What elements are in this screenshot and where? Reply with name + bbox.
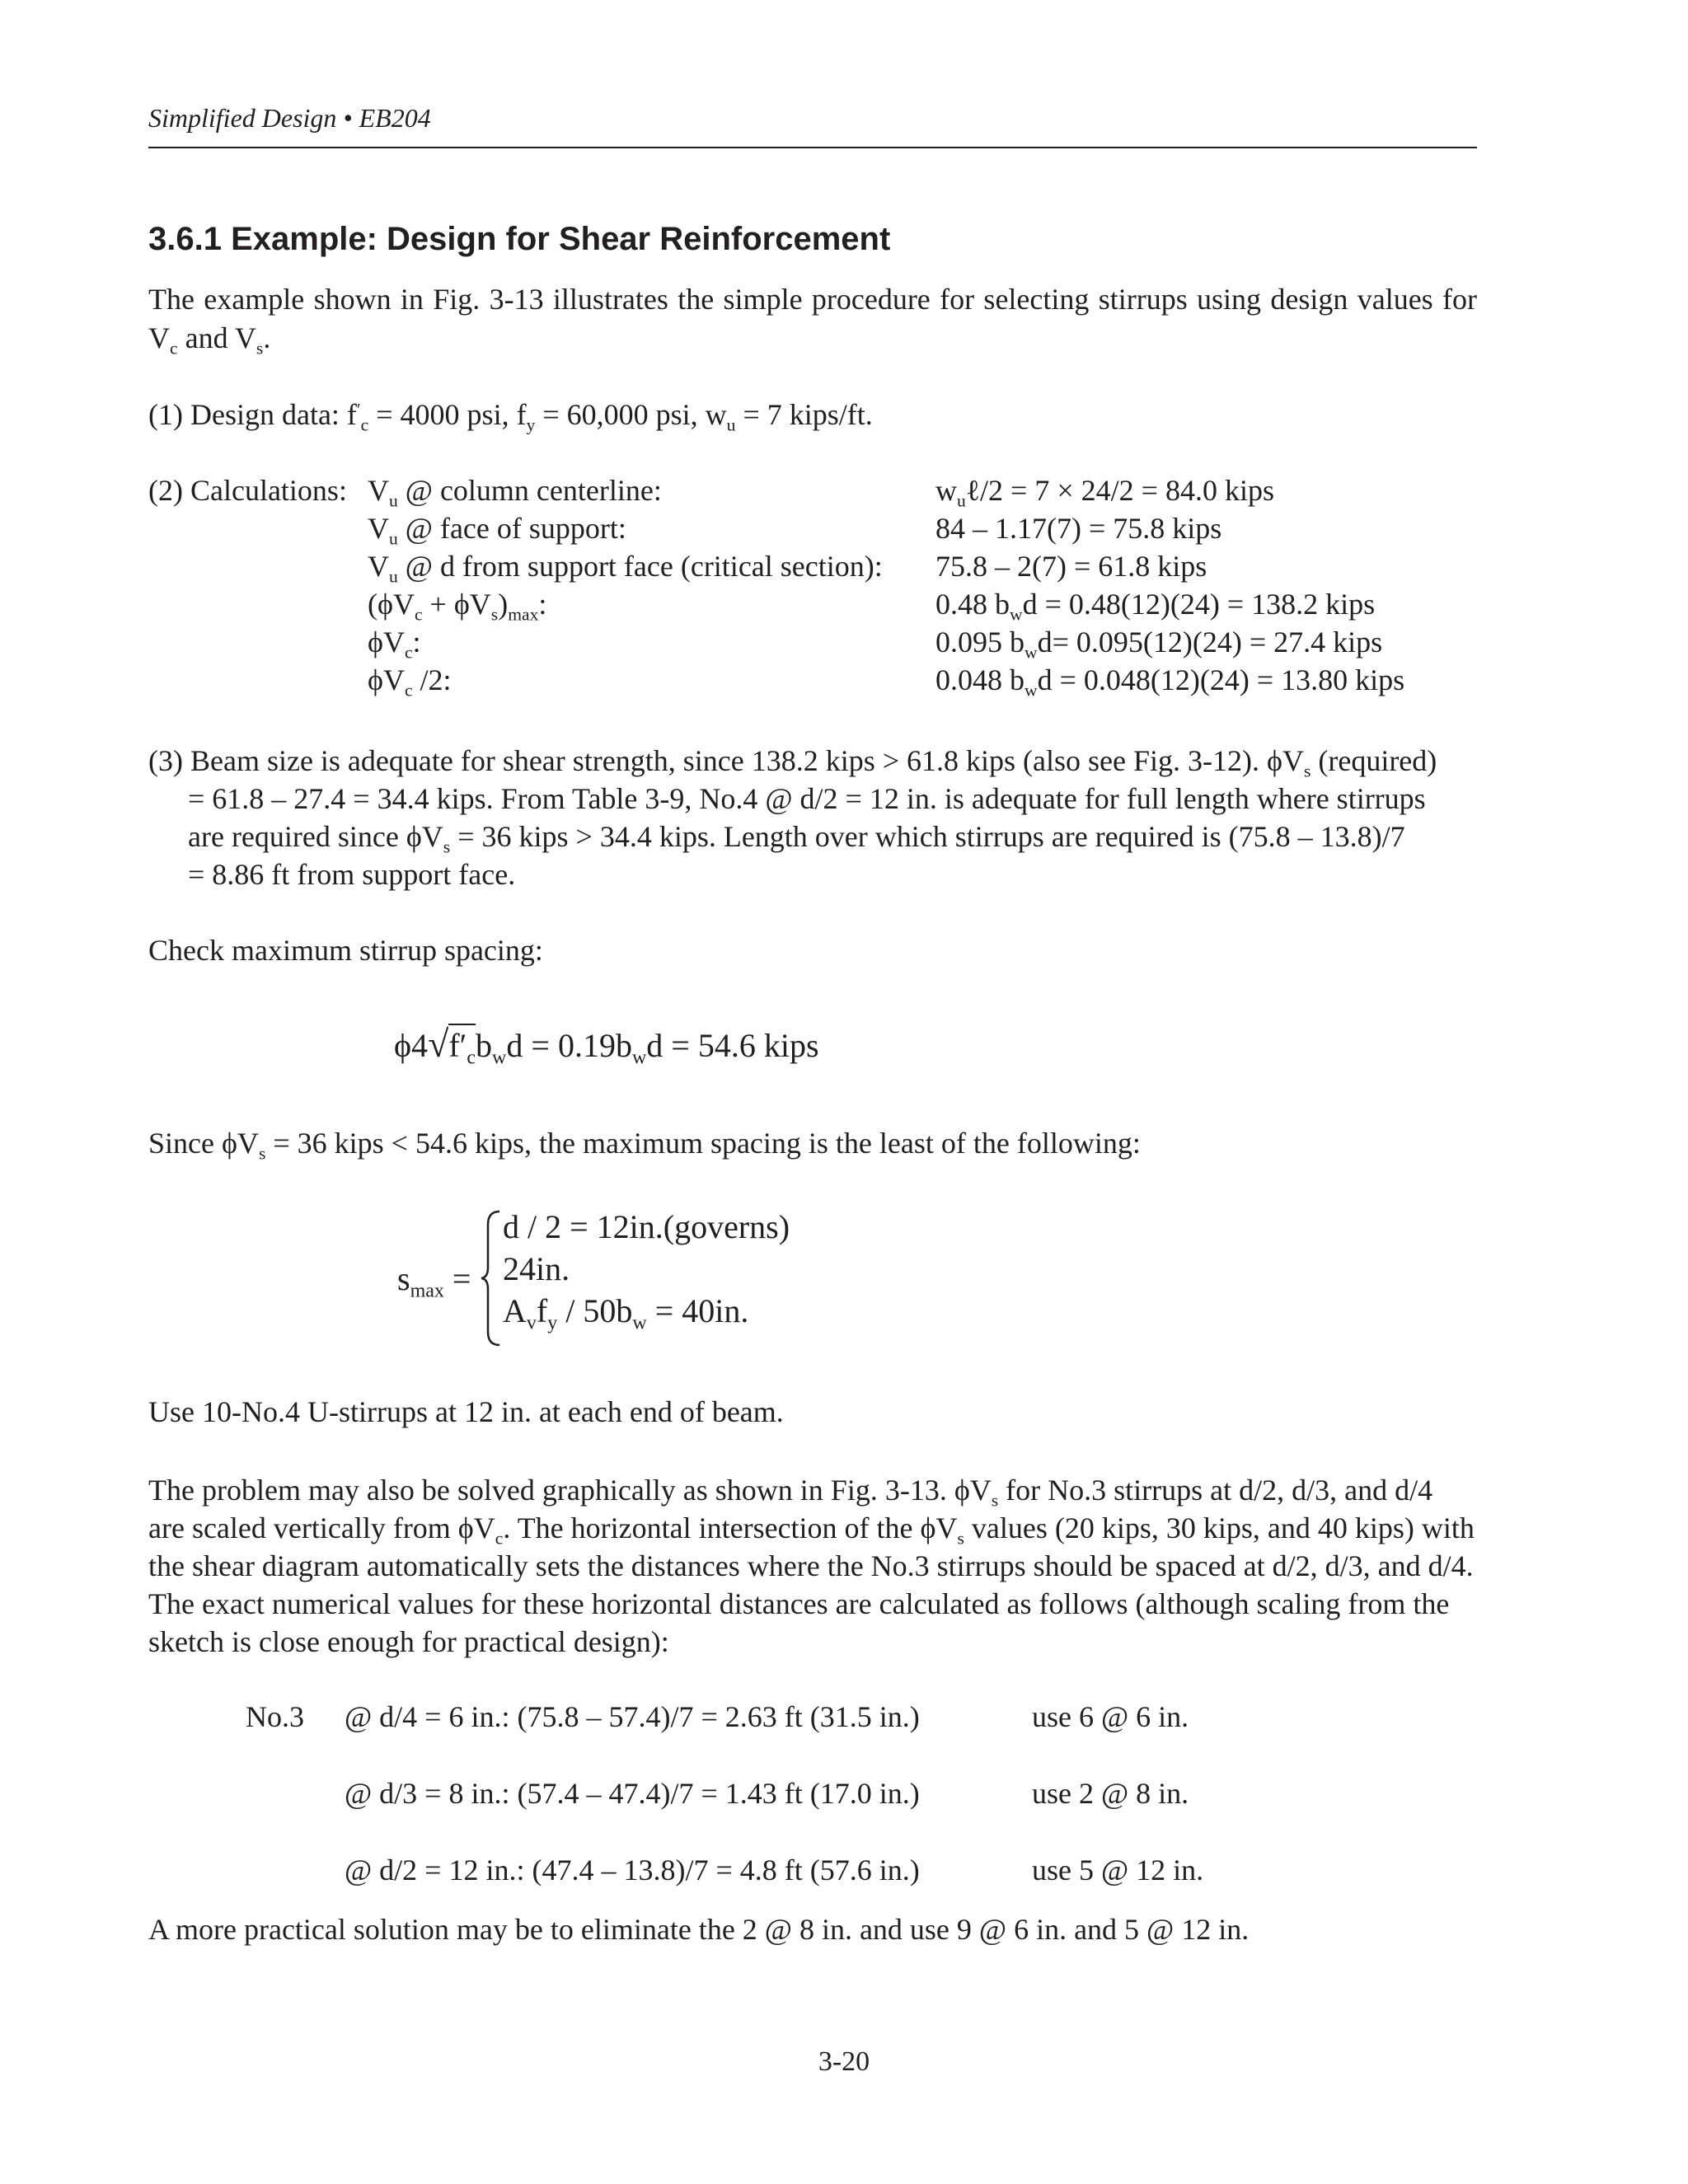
spacing-row-use: use 5 @ 12 in. [1032,1854,1204,1886]
since-line: Since $\phi V_s = 36$ kips < 54.6 kips, the maximum spacing is the least of the following: [148,1127,1141,1164]
check-spacing-text: Check maximum stirrup spacing: [148,934,543,967]
calc-row-value: 75.8 – 2(7) = 61.8 kips [935,550,1207,583]
intro-paragraph: The example shown in Fig. 3-13 illustrates the simple procedure for selecting stirrups using design values for $V_c$ and $V_s$. [148,283,1477,359]
step3-line2: = 61.8 – 27.4 = 34.4 kips. From Table 3-9, No.4 @ d/2 = 12 in. is adequate for full length where stirrups [188,782,1426,815]
calc-row-value: 0.095 $b_wd= 0.095(12)(24) = 27.4$ kips [935,626,1383,663]
header-rule [148,147,1477,148]
spacing-row-use: use 6 @ 6 in. [1032,1700,1189,1733]
calc-row-desc: $V_u$ @ face of support: [368,512,626,549]
smax-line-1: d / 2 = 12in.(governs) [503,1208,790,1245]
calc-row-value: 0.048 $b_wd = 0.048(12)(24) = 13.80$ kips [935,663,1405,701]
step3-line3: are required since $\phi V_s = 36$ kips > 34.4 kips. Length over which stirrups are required is (75.8 – 13.8)/7 [188,820,1405,857]
calc-row-desc: $V_u$ @ d from support face (critical section): [368,550,883,587]
calc-row-value: $w_u\ell/2 = 7 \times 24/2 = 84.0$ kips [935,474,1274,511]
graphical-line-3: the shear diagram automatically sets the distances where the No.3 stirrups should be spaced at d/2, d/3, and d/4. [148,1549,1474,1582]
step3-line1: (3) Beam size is adequate for shear strength, since 138.2 kips > 61.8 kips (also see Fig. 3-12). $\phi V_s$ (required) [148,744,1437,781]
max-spacing-equation: $\phi 4√f'_cb_wd = 0.19b_wd = 54.6$ kips [394,1023,819,1069]
smax-line-2: 24in. [503,1250,570,1287]
calculations-label: (2) Calculations: [148,474,347,507]
spacing-row-calc: @ d/2 = 12 in.: (47.4 – 13.8)/7 = 4.8 ft (57.6 in.) [345,1854,920,1886]
calc-row-desc: $\phi V_c$ /2: [368,663,452,701]
graphical-line-2: are scaled vertically from $\phi V_c$. The horizontal intersection of the $\phi V_s$ values (20 kips, 30 kips, and 40 kips) with [148,1511,1475,1549]
radical-sign: √ [428,1023,449,1065]
page-number: 3-20 [818,2046,870,2077]
graphical-line-5: sketch is close enough for practical design): [148,1625,669,1658]
smax-label: $s_{max}$ = [397,1260,471,1302]
calc-row-desc: $\phi V_c$: [368,626,421,663]
smax-line-3: $A_vf_y / 50b_w = 40in$. [503,1292,749,1334]
spacing-row-calc: @ d/4 = 6 in.: (75.8 – 57.4)/7 = 2.63 ft (31.5 in.) [345,1700,920,1733]
graphical-line-4: The exact numerical values for these horizontal distances are calculated as follows (although scaling from the [148,1587,1450,1620]
calc-row-desc: $V_u$ @ column centerline: [368,474,662,511]
calc-row-value: 84 – 1.17(7) = 75.8 kips [935,512,1222,545]
section-title: 3.6.1 Example: Design for Shear Reinforcement [148,221,891,257]
design-data-line: (1) Design data: $f'_c = 4000$ psi, $f_y = 60,000$ psi, $w_u = 7$ kips/ft. [148,398,873,435]
graphical-line-1: The problem may also be solved graphically as shown in Fig. 3-13. $\phi V_s$ for No.3 stirrups at d/2, d/3, and d/4 [148,1474,1433,1511]
running-header: Simplified Design • EB204 [148,103,431,133]
bar-size-label: No.3 [246,1700,304,1733]
step3-line4: = 8.86 ft from support face. [188,858,516,891]
calc-row-value: 0.48 $b_wd = 0.48(12)(24) = 138.2$ kips [935,588,1376,625]
practical-solution-text: A more practical solution may be to eliminate the 2 @ 8 in. and use 9 @ 6 in. and 5 @ 12 in. [148,1913,1250,1946]
spacing-row-use: use 2 @ 8 in. [1032,1777,1189,1810]
spacing-row-calc: @ d/3 = 8 in.: (57.4 – 47.4)/7 = 1.43 ft (17.0 in.) [345,1777,920,1810]
use-stirrups-text: Use 10-No.4 U-stirrups at 12 in. at each end of beam. [148,1395,784,1428]
calc-row-desc: $(\phi V_c + \phi V_s)_{max}$: [368,588,547,625]
brace-icon [480,1208,504,1348]
radicand: $f'_c$ [448,1024,476,1064]
